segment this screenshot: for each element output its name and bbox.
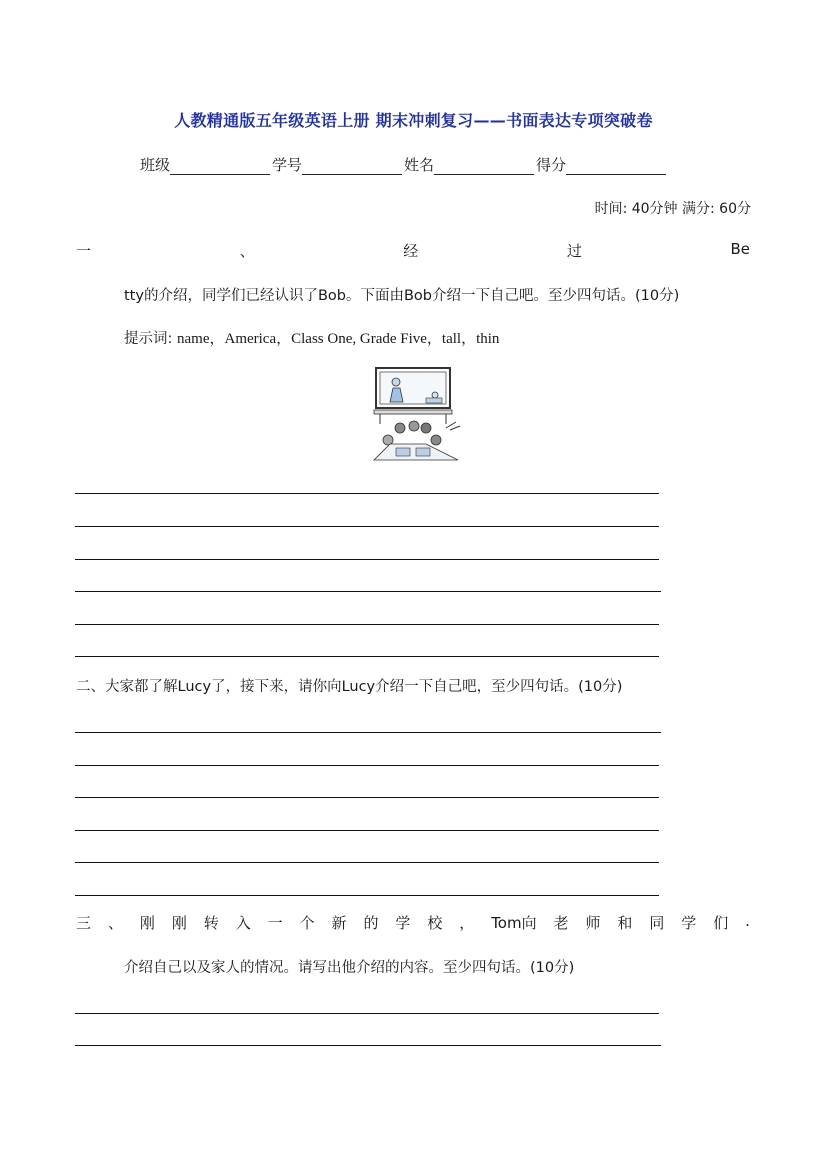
answer-line[interactable] [75, 732, 661, 733]
q3-head-part: 新 [331, 914, 347, 932]
answer-line[interactable] [75, 830, 659, 831]
classroom-illustration-icon [366, 364, 466, 464]
q3-head-part: ， [459, 914, 475, 932]
q1-prompt: tty的介绍，同学们已经认识了Bob。下面由Bob介绍一下自己吧。至少四句话。(10分) [124, 288, 680, 304]
q3-prompt: 介绍自己以及家人的情况。请写出他介绍的内容。至少四句话。(10分) [124, 960, 575, 976]
hint-label: 提示词: [124, 331, 177, 347]
id-label: 学号 [272, 156, 303, 174]
name-blank[interactable] [434, 157, 534, 175]
answer-line[interactable] [75, 765, 659, 766]
id-blank[interactable] [302, 157, 402, 175]
answer-line[interactable] [75, 862, 659, 863]
answer-line[interactable] [75, 1045, 661, 1046]
class-label: 班级 [140, 156, 171, 174]
q3-head-part: 个 [299, 914, 315, 932]
answer-line[interactable] [75, 493, 659, 494]
q3-head-part: 转 [203, 914, 219, 932]
answer-line[interactable] [75, 1013, 659, 1014]
q3-head-part: 、 [107, 914, 123, 932]
q2-prompt: 二、大家都了解Lucy了，接下来，请你向Lucy介绍一下自己吧，至少四句话。(10分) [76, 679, 623, 695]
q3-head-part: . [745, 912, 750, 930]
score-blank[interactable] [566, 157, 666, 175]
answer-line[interactable] [75, 895, 659, 896]
q3-head-part: 入 [235, 914, 251, 932]
q3-head-part: 校 [427, 914, 443, 932]
q3-head-part: 学 [395, 914, 411, 932]
answer-line[interactable] [75, 591, 661, 592]
answer-line[interactable] [75, 797, 659, 798]
score-label: 得分 [536, 156, 567, 174]
answer-line[interactable] [75, 526, 659, 527]
answer-line[interactable] [75, 624, 659, 625]
student-info-row [140, 154, 668, 175]
q1-hint [124, 327, 499, 348]
q3-head-part: 一 [267, 914, 283, 932]
q1-heading [76, 240, 750, 261]
q1-head-part: 经 [403, 242, 419, 260]
q3-head-part: 的 [363, 914, 379, 932]
q1-head-part: Be [730, 240, 750, 258]
answer-line[interactable] [75, 559, 659, 560]
q3-head-part: 同 [649, 914, 665, 932]
q1-head-part: 过 [566, 242, 582, 260]
q3-head-part: 们 [713, 914, 729, 932]
q3-head-part: 和 [617, 914, 633, 932]
q1-head-part: 一 [76, 242, 92, 260]
class-blank[interactable] [170, 157, 270, 175]
q3-heading [76, 912, 750, 933]
q3-head-part: Tom向 [491, 914, 537, 932]
q3-head-part: 刚 [171, 914, 187, 932]
hint-words: name，America，Class One, Grade Five，tall，thin [177, 331, 500, 347]
answer-line[interactable] [75, 656, 659, 657]
q3-head-part: 学 [681, 914, 697, 932]
page-title: 人教精通版五年级英语上册 期末冲刺复习——书面表达专项突破卷 [174, 111, 653, 130]
q3-head-part: 师 [585, 914, 601, 932]
q3-head-part: 刚 [139, 914, 155, 932]
name-label: 姓名 [404, 156, 435, 174]
q1-head-part: 、 [239, 242, 255, 260]
q3-head-part: 三 [76, 914, 92, 932]
time-info: 时间: 40分钟 满分: 60分 [594, 201, 751, 217]
q3-head-part: 老 [553, 914, 569, 932]
